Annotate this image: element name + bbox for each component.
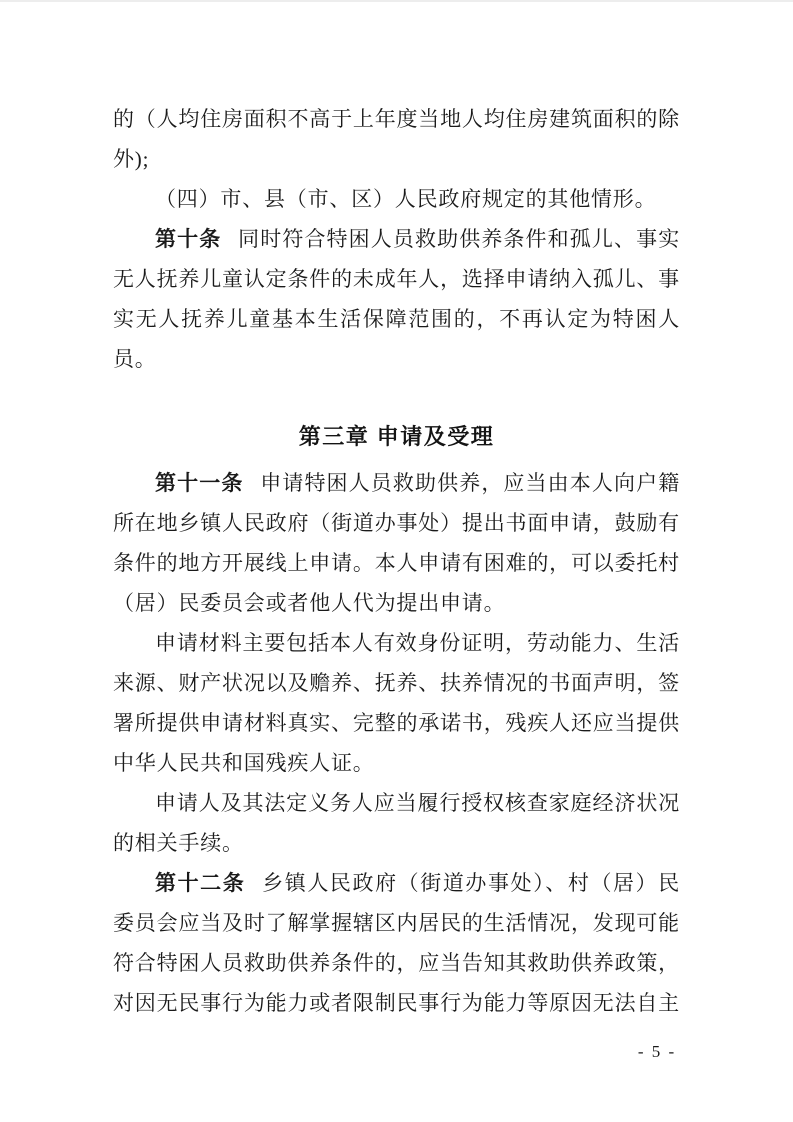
paragraph-item-4: （四）市、县（市、区）人民政府规定的其他情形。: [155, 187, 657, 211]
paragraph-article-10: [113, 219, 680, 379]
paragraph-continuation: 的（人均住房面积不高于上年度当地人均住房建筑面积的除外);: [113, 107, 680, 171]
article-11-number: 第十一条: [155, 471, 244, 495]
paragraph-application-materials: 申请材料主要包括本人有效身份证明，劳动能力、生活来源、财产状况以及赡养、抚养、扶养情况的书面声明，签署所提供申请材料真实、完整的承诺书，残疾人还应当提供中华人民共和国残疾人证。: [113, 631, 680, 775]
paragraph-article-12: [113, 863, 680, 1023]
article-12-number: 第十二条: [155, 871, 246, 895]
article-10-number: 第十条: [155, 227, 222, 251]
document-body: [113, 99, 680, 1023]
paragraph-authorization: 申请人及其法定义务人应当履行授权核查家庭经济状况的相关手续。: [113, 791, 680, 855]
chapter-heading: 第三章 申请及受理: [298, 424, 495, 449]
paragraph-article-11: [113, 463, 680, 623]
page-number: - 5 -: [637, 1042, 677, 1061]
article-12-text: 乡镇人民政府（街道办事处）、村（居）民委员会应当及时了解掌握辖区内居民的生活情况，发现可能符合特困人员救助供养条件的，应当告知其救助供养政策，对因无民事行为能力或者限制民事行为能力等原因无法自主: [113, 871, 681, 1015]
article-10-text: 同时符合特困人员救助供养条件和孤儿、事实无人抚养儿童认定条件的未成年人，选择申请纳入孤儿、事实无人抚养儿童基本生活保障范围的，不再认定为特困人员。: [113, 227, 680, 371]
page-top-edge: [0, 0, 793, 2]
article-11-text: 申请特困人员救助供养，应当由本人向户籍所在地乡镇人民政府（街道办事处）提出书面申请，鼓励有条件的地方开展线上申请。本人申请有困难的，可以委托村（居）民委员会或者他人代为提出申请。: [113, 471, 680, 615]
